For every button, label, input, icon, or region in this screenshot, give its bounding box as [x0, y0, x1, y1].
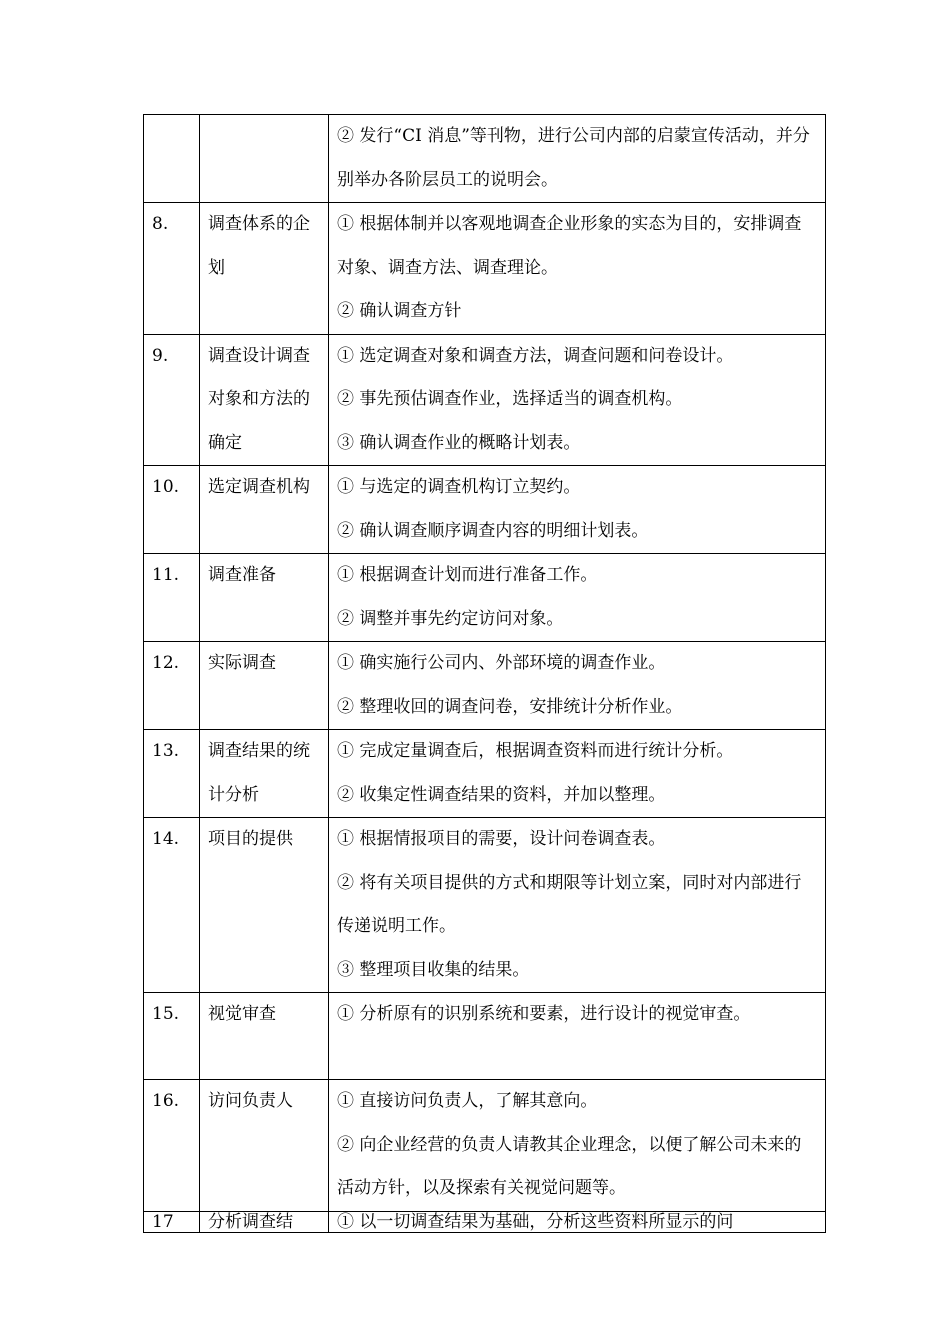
- table-row: [144, 1211, 826, 1232]
- description-item: ① 分析原有的识别系统和要素，进行设计的视觉审查。: [337, 1004, 751, 1024]
- table-row: [144, 334, 826, 466]
- table-row: [144, 203, 826, 335]
- description-item: ② 将有关项目提供的方式和期限等计划立案，同时对内部进行传递说明工作。: [337, 872, 802, 936]
- description-item: ② 发行“CI 消息”等刊物，进行公司内部的启蒙宣传活动，并分别举办各阶层员工的说明会。: [337, 126, 810, 190]
- step-name-cell: 项目的提供: [200, 818, 329, 993]
- step-name-cell: 选定调查机构: [200, 466, 329, 554]
- table-row: [144, 115, 826, 203]
- step-name-cell: 视觉审查: [200, 993, 329, 1080]
- step-number-cell: 14.: [144, 818, 200, 993]
- step-number-cell: [144, 115, 200, 203]
- step-description-cell: [329, 642, 826, 730]
- step-description-cell: [329, 334, 826, 466]
- step-name-cell: 调查设计调查对象和方法的确定: [200, 334, 329, 466]
- step-number-cell: 8.: [144, 203, 200, 335]
- step-number-cell: 11.: [144, 554, 200, 642]
- description-item: ① 确实施行公司内、外部环境的调查作业。: [337, 653, 666, 673]
- step-name-cell: 调查准备: [200, 554, 329, 642]
- procedure-table: [143, 114, 826, 1233]
- table-row: [144, 554, 826, 642]
- table-row: [144, 818, 826, 993]
- step-name-cell: 实际调查: [200, 642, 329, 730]
- step-description-cell: [329, 1211, 826, 1232]
- table-row: [144, 730, 826, 818]
- step-description-cell: [329, 730, 826, 818]
- description-item: ③ 确认调查作业的概略计划表。: [337, 432, 581, 453]
- description-item: ① 根据调查计划而进行准备工作。: [337, 565, 598, 585]
- step-name-cell: 调查结果的统计分析: [200, 730, 329, 818]
- table-row: [144, 993, 826, 1080]
- step-description-cell: [329, 554, 826, 642]
- step-number-cell: 12.: [144, 642, 200, 730]
- description-item: ② 确认调查方针: [337, 301, 462, 321]
- description-item: ① 直接访问负责人，了解其意向。: [337, 1091, 598, 1111]
- step-number-cell: 16.: [144, 1080, 200, 1212]
- step-number-cell: 10.: [144, 466, 200, 554]
- step-number-cell: 9.: [144, 334, 200, 466]
- description-item: ① 选定调查对象和调查方法，调查问题和问卷设计。: [337, 345, 734, 366]
- description-item: ① 以一切调查结果为基础，分析这些资料所显示的问: [337, 1211, 734, 1232]
- description-item: ② 整理收回的调查问卷，安排统计分析作业。: [337, 696, 683, 717]
- step-name-cell: 访问负责人: [200, 1080, 329, 1212]
- procedure-table-body: [144, 115, 826, 1233]
- step-description-cell: [329, 203, 826, 335]
- description-item: ① 完成定量调查后，根据调查资料而进行统计分析。: [337, 741, 734, 761]
- step-number-cell: 13.: [144, 730, 200, 818]
- description-item: ① 根据体制并以客观地调查企业形象的实态为目的，安排调查对象、调查方法、调查理论。: [337, 214, 802, 278]
- description-item: ② 事先预估调查作业，选择适当的调查机构。: [337, 389, 683, 409]
- description-item: ① 根据情报项目的需要，设计问卷调查表。: [337, 829, 666, 849]
- step-description-cell: [329, 115, 826, 203]
- description-item: ② 向企业经营的负责人请教其企业理念，以便了解公司未来的活动方针，以及探索有关视觉问题等。: [337, 1134, 802, 1198]
- step-description-cell: [329, 466, 826, 554]
- step-name-cell: 分析调查结: [200, 1211, 329, 1232]
- description-item: ② 调整并事先约定访问对象。: [337, 608, 564, 629]
- step-name-cell: 调查体系的企划: [200, 203, 329, 335]
- step-description-cell: [329, 1080, 826, 1212]
- step-description-cell: [329, 993, 826, 1080]
- table-row: [144, 642, 826, 730]
- step-description-cell: [329, 818, 826, 993]
- table-row: [144, 1080, 826, 1212]
- description-item: ② 收集定性调查结果的资料，并加以整理。: [337, 784, 666, 805]
- description-item: ① 与选定的调查机构订立契约。: [337, 477, 581, 497]
- description-item: ② 确认调查顺序调查内容的明细计划表。: [337, 520, 649, 541]
- step-number-cell: 17: [144, 1211, 200, 1232]
- table-row: [144, 466, 826, 554]
- step-number-cell: 15.: [144, 993, 200, 1080]
- description-item: ③ 整理项目收集的结果。: [337, 959, 530, 980]
- step-name-cell: [200, 115, 329, 203]
